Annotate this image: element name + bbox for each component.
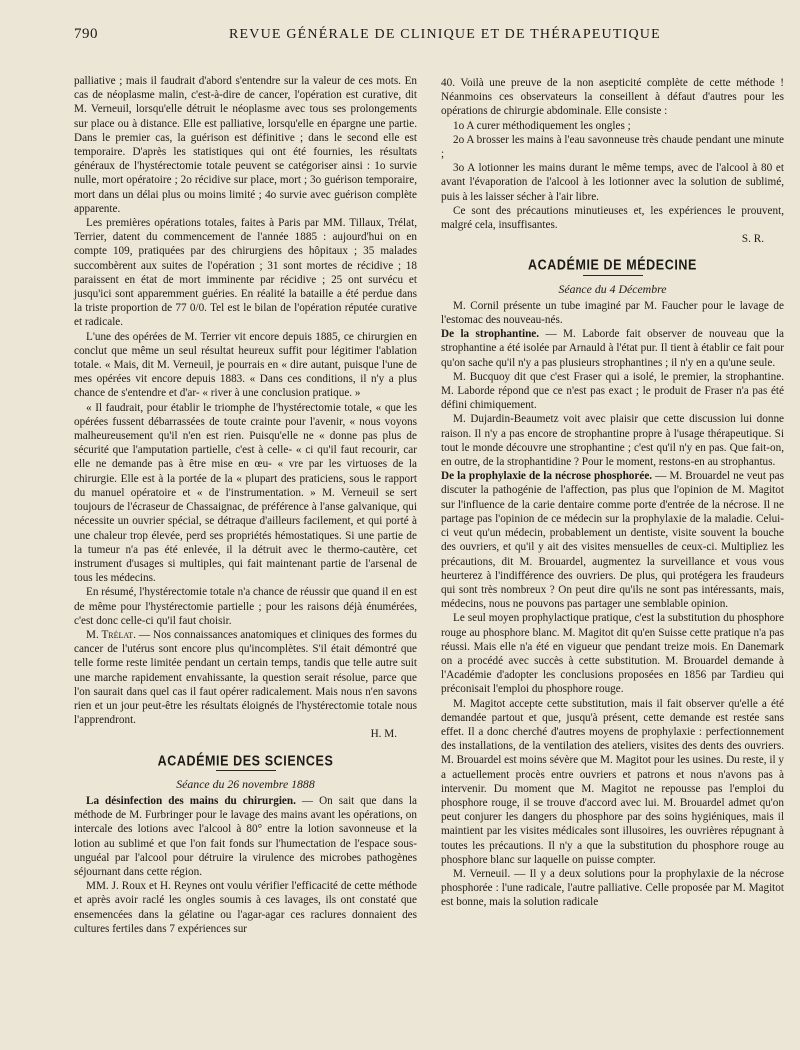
paragraph-text: — On sait que dans la méthode de M. Furbringer pour le lavage des mains avant les opérations, on intercale des lotions avec l'alcool à 80° entre la lotion savonneuse et la lotion au sublimé et que l'on fait fonds sur l'humectation de l'espace sous-unguéal par l'alcool pour détruire la virulence des microbes pathogènes séjournant dans cette région. [74,794,418,878]
left-column [74,74,417,936]
signature: S. R. [741,233,764,246]
page-number: 790 [74,26,98,42]
paragraph: palliative ; mais il faudrait d'abord s'entendre sur la valeur de ces mots. En cas de néoplasme malin, c'est-à-dire de cancer, l'opération est curative, dit M. Verneuil, lorsqu'elle détruit le néoplasme avec tous ses prolongements sur place ou à distance. Elle est palliative, lorsqu'elle en épargne une partie. Dans le premier cas, la guérison est définitive ; dans le second elle est temporaire. D'après les statistiques qui ont été fournies, les résultats généraux de l'hystérectomie totale peuvent se catégoriser ainsi : 1o survie nulle, mort opératoire ; 2o récidive sur place, mort ; 3o guérison temporaire, mort dans un délai plus ou moins limité ; 4o survie avec guérison complète apparente. [74,75,417,215]
running-title: REVUE GÉNÉRALE DE CLINIQUE ET DE THÉRAPEUTIQUE [229,27,661,42]
paragraph [74,628,417,727]
paragraph: 40. Voilà une preuve de la non asepticité complète de cette méthode ! Néanmoins ces observateurs la conseillent à défaut d'autres pour les opérations de chirurgie abdominale. Elle consiste : [441,77,784,118]
paragraph: Ce sont des précautions minutieuses et, les expériences le prouvent, malgré cela, insuffisantes. [441,204,784,232]
paragraph-text: — M. Laborde fait observer de nouveau que la strophantine a été isolée par Arnauld à l'état pur. Il tient à établir ce fait pour qu'on sache qu'il n'y a pas plusieurs strophantines ; il n'y en a qu'une seule. [441,328,784,369]
paragraph: M. Bucquoy dit que c'est Fraser qui a isolé, le premier, la strophantine. M. Laborde répond que ce n'est pas exact ; le produit de Fraser n'a pas été défini chimiquement. [441,370,784,412]
paragraph: Les premières opérations totales, faites à Paris par MM. Tillaux, Trélat, Terrier, datent du commencement de l'année 1885 : aujourd'hui on en compte 109, pratiquées par des chirurgiens des hôpitaux ; 35 malades succombèrent aux suites de l'opération ; 31 sont mortes de récidive ; 18 paraissent en état de mort imminente par récidive ; 25 ont survécu et jusqu'ici sont apparemment guéries. En réalité la bataille a été perdue dans la triste proportion de 77 0/0. Tel est le bilan de l'opération réputée curative et radicale. [74,217,417,329]
paragraph: Le seul moyen prophylactique pratique, c'est la substitution du phosphore rouge au phosphore blanc. M. Magitot dit qu'en Suisse cette pratique n'a pas réussi. Mais elle n'a été en vigueur que pendant treize mois. En Danemark on a procédé avec succès à cette substitution. M. Brouardel demande à l'Académie d'adopter les conclusions proposées en 1856 par Tardieu qui préconisait l'emploi du phosphore rouge. [441,612,784,696]
paragraph [441,327,784,370]
section-heading-medecine: ACADÉMIE DE MÉDECINE [528,257,697,274]
article-title: De la strophantine. [441,328,540,341]
page-header [74,22,764,48]
signature: H. M. [370,728,397,741]
session-date: Séance du 4 Décembre [558,281,667,296]
paragraph-text: — Nos connaissances anatomiques et cliniques des formes du cancer de l'utérus sont encore plus qu'incomplètes. S'il était démontré que telle forme reste limitée pendant un certain temps, tandis que telle autre suit une marche rapidement envahissante, la question serait résolue, parce que l'on saurait dans quel cas il faut opérer radicalement. Mais nous n'en savons rien et un jour peut-être les résultats éloignés de l'hystérectomie totale nous l'apprendront. [74,628,418,727]
paragraph [441,469,784,611]
list-item: 2o A brosser les mains à l'eau savonneuse très chaude pendant une minute ; [441,133,784,161]
paragraph: M. Magitot accepte cette substitution, mais il fait observer qu'elle a été demandée partout et que, jusqu'à présent, cette demande est restée sans effet. Il a donc cherché d'autres moyens de prophylaxie : perfectionnement des installations, de la ventilation des ateliers, visites des dents des ouvriers. M. Brouardel est moins sévère que M. Magitot pour les usines. Du reste, il y a actuellement procès entre ouvriers et patrons et nous n'avons pas à intervenir. Du moment que M. Magitot ne repousse pas l'emploi du phosphore rouge, il se trouve d'accord avec lui. M. Brouardel admet qu'on peut conjurer les dangers du phosphore par des soins hygiéniques, mais il maintient par les visites médicales sont illusoires, les ouvrières répugnant à toutes les précautions. Il n'y a que la substitution du phosphore rouge au phosphore blanc sur laquelle on puisse compter. [441,697,784,866]
paragraph [74,794,417,879]
right-column [441,76,784,910]
section-rule [583,275,643,276]
article-title: De la prophylaxie de la nécrose phosphorée. [441,470,653,483]
article-title: La désinfection des mains du chirurgien. [86,794,296,807]
paragraph-text: — M. Brouardel ne veut pas discuter la pathogénie de l'affection, pas plus que l'opinion de M. Magitot sur l'influence de la carie dentaire comme porte d'entrée de la nécrose. Il ne partage pas l'opinion de ce médecin sur la prophylaxie de la maladie. Celui-ci veut qu'un médecin, probablement un dentiste, visite souvent la bouche des ouvriers, et qu'il y ait des visites mensuelles de ceux-ci. Multipliez les précautions, dit M. Brouardel, augmentez la surveillance et vous vous heurterez à l'indifférence des ouvriers. De plus, qui protégera les fraudeurs qui sont très nombreux ? On peut dire qu'ils ne sont pas intéressants, mais, médecins, nous ne pouvons pas partager une semblable opinion. [441,470,785,611]
paragraph: M. Cornil présente un tube imaginé par M. Faucher pour le lavage de l'estomac des nouveau-nés. [441,299,784,327]
paragraph: En résumé, l'hystérectomie totale n'a chance de réussir que quand il en est de même pour l'hystérectomie partielle ; pour les raisons déjà énumérées, c'est donc celle-ci qu'il faut choisir. [74,586,417,627]
paragraph: M. Dujardin-Beaumetz voit avec plaisir que cette discussion lui donne raison. Il n'y a pas encore de strophantine propre à l'usage thérapeutique. Si tout le monde découvre une strophantine ; c'est qu'il n'y en pas. Que fait-on, en outre, de la strophantidine ? Pour le moment, restons-en au strophantus. [441,413,784,469]
session-date: Séance du 26 novembre 1888 [176,776,315,791]
section-rule [216,770,276,771]
paragraph: L'une des opérées de M. Terrier vit encore depuis 1885, ce chirurgien en conclut que même un seul résultat heureux suffit pour légitimer l'ablation totale. « Mais, dit M. Verneuil, je pourrais en « dire autant, puisque l'une de mes opérées vit encore depuis 1883. « Dans ces conditions, il n'y a plus chance de s'entendre et d'ar- « river à une conclusion pratique. » [74,330,417,400]
list-item: 3o A lotionner les mains durant le même temps, avec de l'alcool à 80 et avant l'évaporation de l'alcool à les lotionner avec la solution de sublimé, puis à les laisser sécher à l'air libre. [441,162,784,203]
speaker-name: M. Trélat. [86,628,136,641]
paragraph-text: ont voulu vérifier l'efficacité de cette méthode et après avoir raclé les ongles soumis à ces lavages, ils ont constaté que ensemencées dans la gélatine ou l'agar-agar ces raclures donnaient des cultures fertiles dans 7 expériences sur [74,880,417,935]
list-item: 1o A curer méthodiquement les ongles ; [453,119,631,132]
paragraph: « Il faudrait, pour établir le triomphe de l'hystérectomie totale, « que les opérées fussent débarrassées de toute crainte pour l'avenir, « nous voyons malheureusement qu'il n'en est rien. Puisqu'elle ne « donne pas plus de sécurité que l'amputation partielle, c'est à celle- « ci qu'il faut recourir, car elle ne demande pas à être mise en œu- « vre par les virtuoses de la chirurgie. Elle est à la portée de la « plupart des praticiens, sous le rapport du manuel opératoire et « de l'instrumentation. » M. Verneuil se sert toujours de l'écraseur de Chassaignac, de préférence à l'anse galvanique, qui nécessite un ouvrier spécial, se détraque d'ailleurs facilement, et qui porté à une chaleur trop élevée, perd ses propriétés hémostatiques. Si une partie de la tumeur n'a pas été enlevée, il la détruit avec le thermo-cautère, cet instrument d'usages si multiples, qui fait maintenant partie de l'arsenal de tous les médecins. [74,401,417,585]
author-names: MM. J. Roux et H. Reynes [86,880,207,893]
section-heading-sciences: ACADÉMIE DES SCIENCES [157,752,334,769]
paragraph: M. Verneuil. — Il y a deux solutions pour la prophylaxie de la nécrose phosphorée : l'une radicale, l'autre palliative. Celle proposée par M. Magitot est bonne, mais la solution radicale [441,867,784,909]
paragraph [74,879,417,936]
